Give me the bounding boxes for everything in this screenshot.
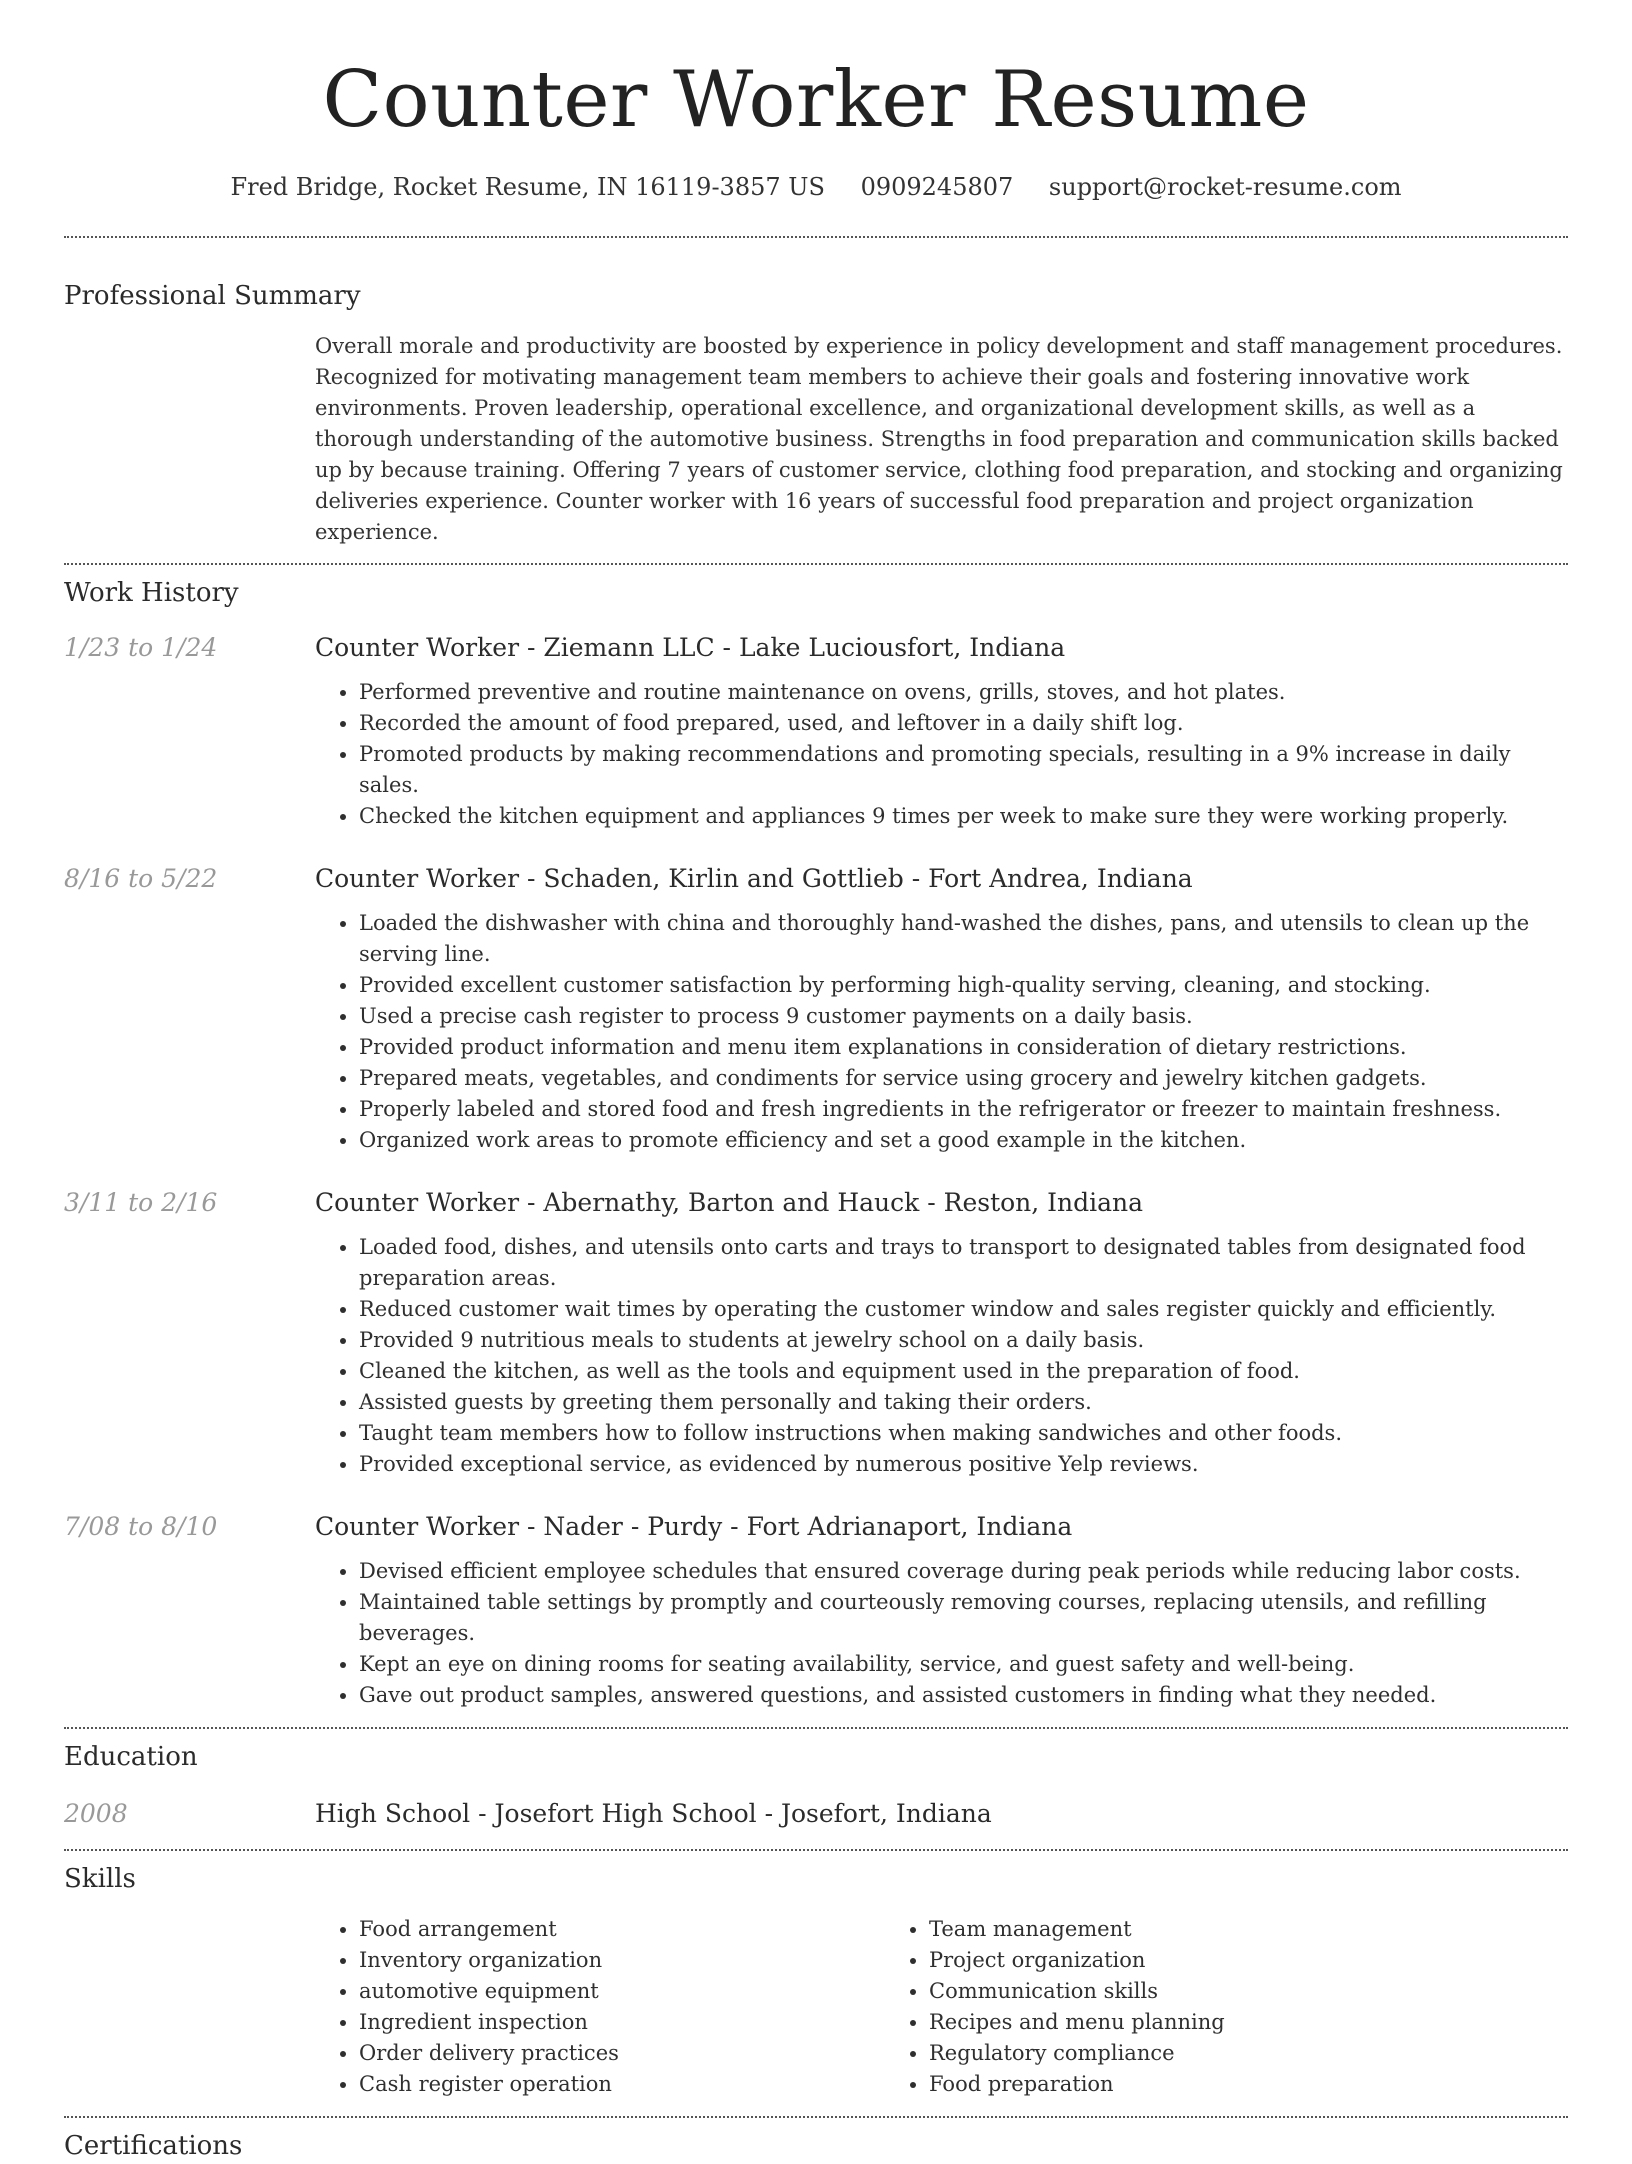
skills-spacer [64, 1914, 315, 2100]
job-entry [64, 1510, 1568, 1711]
job-bullet: • Reduced customer wait times by operating the customer window and sales register quickly and efficiently. [359, 1294, 1568, 1325]
skill-item: • Team management [929, 1914, 1455, 1945]
job-bullet: • Assisted guests by greeting them personally and taking their orders. [359, 1387, 1568, 1418]
skills-grid [315, 1914, 1568, 2100]
skills-list-left [315, 1914, 885, 2100]
skills-section [64, 1861, 1568, 2100]
skill-item: • automotive equipment [359, 1976, 885, 2007]
job-bullet: • Loaded the dishwasher with china and thoroughly hand-washed the dishes, pans, and utensils to clean up the serving line. [359, 908, 1568, 970]
job-bullet: • Organized work areas to promote efficiency and set a good example in the kitchen. [359, 1125, 1568, 1156]
job-bullets [315, 908, 1568, 1156]
education-title: High School - Josefort High School - Josefort, Indiana [315, 1799, 992, 1828]
skill-item: • Regulatory compliance [929, 2038, 1455, 2069]
job-bullet: • Provided 9 nutritious meals to students at jewelry school on a daily basis. [359, 1325, 1568, 1356]
skill-item: • Project organization [929, 1945, 1455, 1976]
job-dates: 3/11 to 2/16 [64, 1188, 218, 1217]
section-divider [64, 2116, 1568, 2118]
skill-item: • Food preparation [929, 2069, 1455, 2100]
education-entry [64, 1797, 1568, 1831]
skill-item: • Ingredient inspection [359, 2007, 885, 2038]
job-bullet: • Cleaned the kitchen, as well as the tools and equipment used in the preparation of food. [359, 1356, 1568, 1387]
job-bullet: • Gave out product samples, answered questions, and assisted customers in finding what they needed. [359, 1680, 1568, 1711]
job-details [315, 1510, 1568, 1711]
job-bullets [315, 1232, 1568, 1480]
education-heading: Education [64, 1742, 198, 1772]
job-bullets [315, 1556, 1568, 1711]
job-bullet: • Kept an eye on dining rooms for seating availability, service, and guest safety and well-being. [359, 1649, 1568, 1680]
summary-row [64, 331, 1568, 548]
education-year: 2008 [64, 1799, 128, 1828]
job-bullet: • Recorded the amount of food prepared, used, and leftover in a daily shift log. [359, 708, 1568, 739]
job-entry [64, 631, 1568, 832]
job-bullet: • Provided product information and menu item explanations in consideration of dietary restrictions. [359, 1032, 1568, 1063]
education-section [64, 1739, 1568, 1831]
job-bullet: • Promoted products by making recommendations and promoting specials, resulting in a 9% increase in daily sales. [359, 739, 1568, 801]
job-bullet: • Prepared meats, vegetables, and condiments for service using grocery and jewelry kitchen gadgets. [359, 1063, 1568, 1094]
resume-title: Counter Worker Resume [322, 55, 1310, 145]
job-details [315, 631, 1568, 832]
job-bullet: • Checked the kitchen equipment and appliances 9 times per week to make sure they were working properly. [359, 801, 1568, 832]
job-details [315, 862, 1568, 1156]
job-dates: 7/08 to 8/10 [64, 1512, 218, 1541]
summary-heading: Professional Summary [64, 281, 361, 311]
job-bullet: • Provided exceptional service, as evidenced by numerous positive Yelp reviews. [359, 1449, 1568, 1480]
job-bullet: • Devised efficient employee schedules that ensured coverage during peak periods while reducing labor costs. [359, 1556, 1568, 1587]
skills-row [64, 1914, 1568, 2100]
job-bullet: • Used a precise cash register to process 9 customer payments on a daily basis. [359, 1001, 1568, 1032]
work-history-heading: Work History [64, 578, 239, 608]
skill-item: • Cash register operation [359, 2069, 885, 2100]
job-bullet: • Maintained table settings by promptly and courteously removing courses, replacing utensils, and refilling beverages. [359, 1587, 1568, 1649]
job-title: Counter Worker - Ziemann LLC - Lake Luciousfort, Indiana [315, 633, 1066, 662]
job-bullet: • Provided excellent customer satisfaction by performing high-quality serving, cleaning, and stocking. [359, 970, 1568, 1001]
section-divider [64, 563, 1568, 565]
job-dates: 8/16 to 5/22 [64, 864, 218, 893]
job-title: Counter Worker - Abernathy, Barton and Hauck - Reston, Indiana [315, 1188, 1144, 1217]
section-divider [64, 236, 1568, 238]
contact-address: Fred Bridge, Rocket Resume, IN 16119-3857 US [230, 173, 825, 201]
job-entry [64, 862, 1568, 1156]
skills-list-right [885, 1914, 1455, 2100]
job-bullet: • Properly labeled and stored food and fresh ingredients in the refrigerator or freezer to maintain freshness. [359, 1094, 1568, 1125]
section-divider [64, 1849, 1568, 1851]
section-divider [64, 1727, 1568, 1729]
skill-item: • Food arrangement [359, 1914, 885, 1945]
job-entry [64, 1186, 1568, 1480]
work-history-section [64, 575, 1568, 1711]
job-dates: 1/23 to 1/24 [64, 633, 218, 662]
job-title: Counter Worker - Schaden, Kirlin and Gottlieb - Fort Andrea, Indiana [315, 864, 1193, 893]
summary-body [315, 331, 1568, 548]
skills-heading: Skills [64, 1864, 136, 1894]
resume-header [64, 0, 1568, 204]
summary-section [64, 278, 1568, 548]
summary-text: Overall morale and productivity are boosted by experience in policy development and staff management procedures. Recognized for motivating management team members to achieve their goals and fostering innovative work environments. Proven leadership, operational excellence, and organizational development skills, as well as a thorough understanding of the automotive business. Strengths in food preparation and communication skills backed up by because training. Offering 7 years of customer service, clothing food preparation, and stocking and organizing deliveries experience. Counter worker with 16 years of successful food preparation and project organization experience. [315, 334, 1563, 544]
contact-line [64, 170, 1568, 204]
skill-item: • Order delivery practices [359, 2038, 885, 2069]
job-bullet: • Loaded food, dishes, and utensils onto carts and trays to transport to designated tables from designated food preparation areas. [359, 1232, 1568, 1294]
job-title: Counter Worker - Nader - Purdy - Fort Adrianaport, Indiana [315, 1512, 1073, 1541]
job-bullet: • Taught team members how to follow instructions when making sandwiches and other foods. [359, 1418, 1568, 1449]
skill-item: • Communication skills [929, 1976, 1455, 2007]
certifications-heading: Certifications [64, 2131, 243, 2161]
skill-item: • Recipes and menu planning [929, 2007, 1455, 2038]
job-bullets [315, 677, 1568, 832]
contact-email: support@rocket-resume.com [1048, 173, 1402, 201]
education-details [315, 1797, 1568, 1831]
summary-spacer [64, 331, 315, 548]
job-details [315, 1186, 1568, 1480]
contact-phone: 0909245807 [860, 173, 1014, 201]
job-bullet: • Performed preventive and routine maintenance on ovens, grills, stoves, and hot plates. [359, 677, 1568, 708]
skill-item: • Inventory organization [359, 1945, 885, 1976]
certifications-section [64, 2128, 1568, 2164]
